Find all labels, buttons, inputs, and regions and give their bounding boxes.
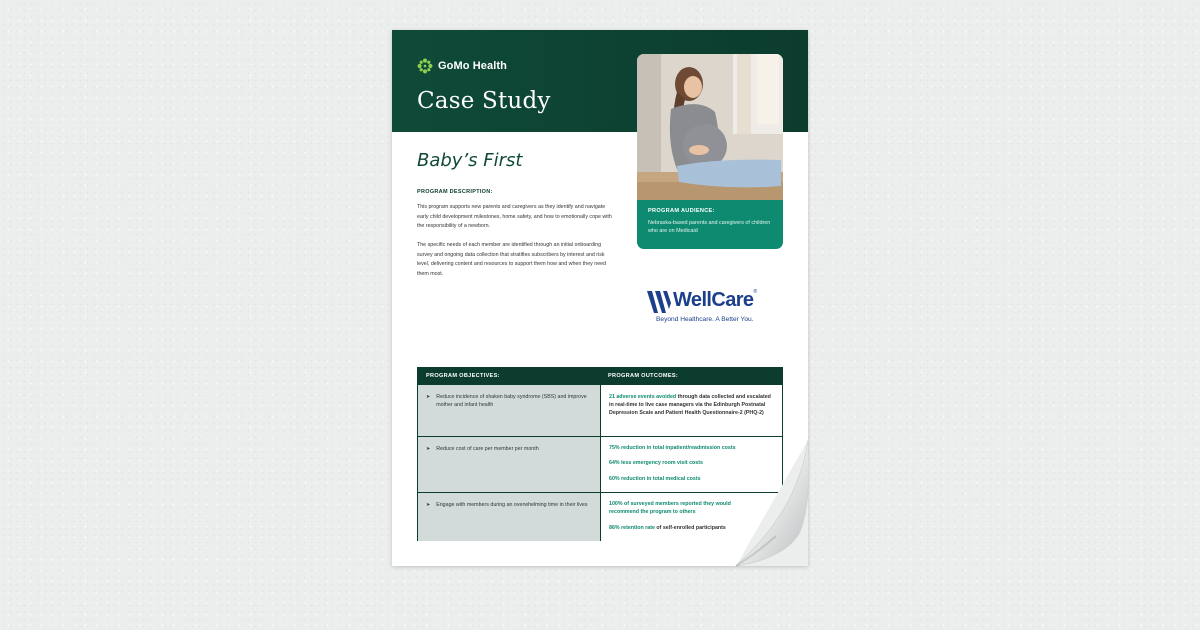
audience-text: Nebraska-based parents and caregivers of children who are on Medicaid: [648, 220, 771, 234]
outcome-item: 64% less emergency room visit costs: [609, 460, 703, 466]
outcomes-column-header: PROGRAM OUTCOMES:: [608, 373, 679, 379]
gomo-health-logo-icon: [416, 57, 434, 75]
brand-name: GoMo Health: [438, 60, 507, 72]
table-header: [418, 368, 782, 385]
table-row: [418, 436, 600, 492]
outcome-item: 100% of surveyed members reported they would recommend the program to others: [609, 501, 731, 515]
wellcare-logo: WellCare® Beyond Healthcare. A Better You.: [647, 287, 777, 327]
objective-text: Reduce cost of care per member per month: [436, 446, 539, 452]
gomo-health-logo: [416, 56, 507, 76]
program-audience-box: [637, 200, 783, 249]
audience-label: PROGRAM AUDIENCE:: [648, 208, 715, 214]
document-type-heading: Case Study: [417, 88, 551, 114]
outcome-cell: [600, 384, 782, 436]
program-title: Baby’s First: [417, 150, 523, 171]
table-row: [418, 492, 600, 541]
bullet-arrow-icon: ➤: [426, 502, 431, 508]
outcome-item: 86% retention rate of self-enrolled participants: [609, 525, 726, 531]
outcome-item: 21 adverse events avoided through data collected and escalated in real-time to live case managers via the Edinburgh Postnatal Depression Scale and Patient Health Questionnaire-2 (PHQ-2): [609, 394, 771, 416]
partner-tagline: Beyond Healthcare. A Better You.: [656, 316, 754, 323]
description-paragraph: The specific needs of each member are identified through an initial onboarding survey and ongoing data collection that stratifies subscribers by interest and risk level, delivering content and resources to support them how and when they need them most.: [417, 242, 607, 278]
table-row: [418, 384, 600, 436]
objective-text: Reduce incidence of shaken baby syndrome (SBS) and improve mother and infant health: [436, 394, 587, 408]
bullet-arrow-icon: ➤: [426, 446, 431, 452]
outcome-item: 60% reduction in total medical costs: [609, 476, 701, 482]
objectives-column-header: PROGRAM OBJECTIVES:: [426, 373, 500, 379]
partner-name: WellCare: [673, 289, 754, 311]
outcome-item: 75% reduction in total inpatient/readmission costs: [609, 445, 736, 451]
pregnant-woman-photo: [637, 54, 783, 200]
bullet-arrow-icon: ➤: [426, 394, 431, 400]
objective-text: Engage with members during an overwhelming time in their lives: [436, 502, 588, 508]
page-curl-icon: [728, 440, 810, 570]
description-paragraph: This program supports new parents and caregivers as they identify and navigate early child development milestones, home safety, and how to emotionally cope with the responsibility of a newborn.: [417, 204, 612, 230]
description-label: PROGRAM DESCRIPTION:: [417, 189, 493, 195]
